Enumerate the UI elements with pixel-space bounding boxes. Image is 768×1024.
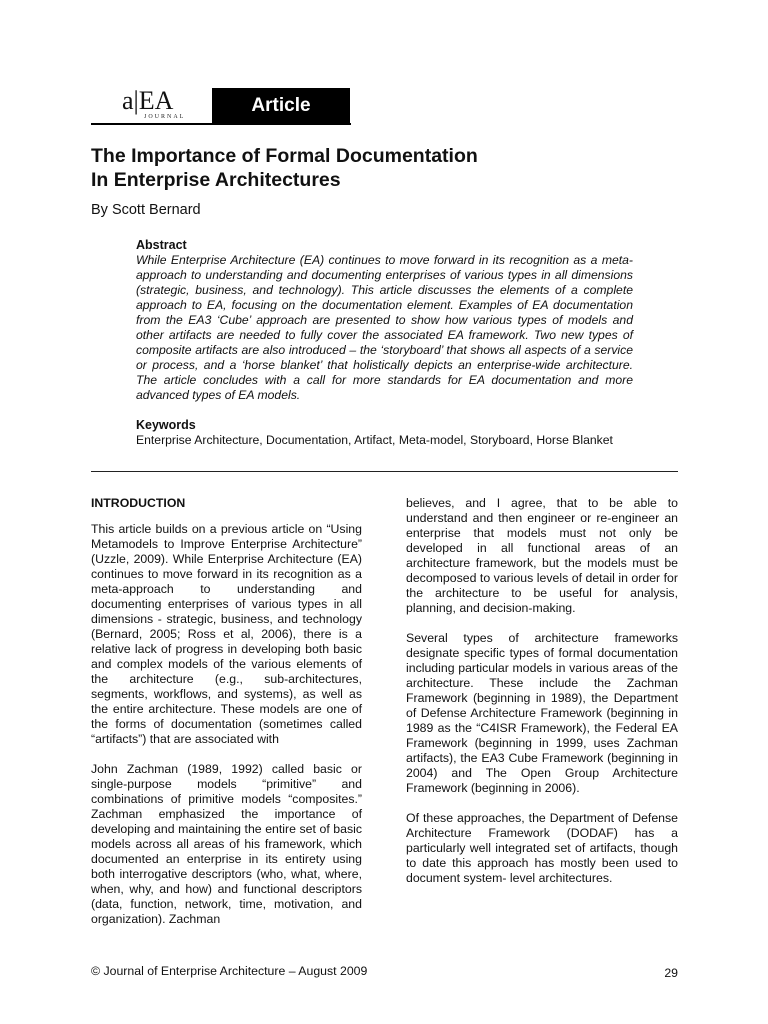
abstract-label: Abstract — [136, 238, 187, 252]
paragraph: John Zachman (1989, 1992) called basic or single-purpose models “primitive” and combinations of primitive models “composites.” Zachman emphasized the importance of developing and maintaining the entire set of basic models across all areas of his framework, which documented an enterprise in its entirety using both interrogative descriptors (who, what, where, when, why, and how) and functional descriptors (data, function, network, time, motivation, and organization). Zachman — [91, 762, 362, 926]
keywords-block — [136, 418, 656, 448]
abstract-block — [136, 238, 633, 403]
paragraph: Several types of architecture frameworks designate specific types of formal documentation including particular models in various areas of the architecture. These include the Zachman Framework (beginning in 1989), the Department of Defense Architecture Framework (beginning in 1989 as the “C4ISR Framework), the Federal EA Framework (beginning in 1999, uses Zachman artifacts), the EA3 Cube Framework (beginning in 2004) and The Open Group Architecture Framework (beginning in 2006). — [406, 631, 678, 795]
abstract-text: While Enterprise Architecture (EA) continues to move forward in its recognition as a meta-approach to understanding and documenting enterprises of various types in all dimensions (strategic, business, and technology). This article discusses the elements of a complete approach to EA, focusing on the documentation element. Examples of EA documentation from the EA3 ‘Cube’ approach are presented to show how various types of models and other artifacts are needed to fully cover the associated EA framework. Two new types of composite artifacts are also introduced – the ‘storyboard’ that shows all aspects of a service or process, and a ‘horse blanket’ that holistically depicts an enterprise-wide architecture. The article concludes with a call for more standards for EA documentation and more advanced types of EA models. — [136, 253, 633, 402]
paragraph: believes, and I agree, that to be able to understand and then engineer or re-engineer an enterprise that models must not only be developed in all functional areas of an architecture framework, but the models must be decomposed to various levels of detail in order for the architecture to be useful for analysis, planning, and decision-making. — [406, 496, 678, 615]
paragraph: Of these approaches, the Department of Defense Architecture Framework (DODAF) has a particularly well integrated set of artifacts, though to date this approach has mostly been used to document system- level architectures. — [406, 811, 678, 885]
section-divider — [91, 471, 678, 472]
body-column-right — [406, 496, 678, 901]
title-line-1: The Importance of Formal Documentation — [91, 145, 478, 167]
title-line-2: In Enterprise Architectures — [91, 169, 341, 191]
article-tag: Article — [212, 88, 350, 123]
footer-copyright: © Journal of Enterprise Architecture – August 2009 — [91, 964, 368, 978]
keywords-text: Enterprise Architecture, Documentation, Artifact, Meta-model, Storyboard, Horse Blanket — [136, 433, 613, 447]
body-column-left — [91, 496, 362, 942]
page-title — [91, 144, 691, 192]
logo-mark: a|EA — [122, 86, 174, 115]
header-rule — [91, 123, 351, 125]
journal-logo — [122, 87, 202, 125]
section-heading-introduction: INTRODUCTION — [91, 496, 186, 510]
logo-subtitle: JOURNAL — [144, 114, 186, 120]
keywords-label: Keywords — [136, 418, 196, 432]
paragraph: This article builds on a previous article on “Using Metamodels to Improve Enterprise Architecture” (Uzzle, 2009). While Enterprise Architecture (EA) continues to move forward in its recognition as a meta-approach to understanding and documenting enterprises of various types in all dimensions - strategic, business, and technology (Bernard, 2005; Ross et al, 2006), there is a relative lack of progress in developing both basic and complex models of the various elements of the architecture (e.g., sub-architectures, segments, workflows, and systems), as well as the entire architecture. These models are one of the forms of documentation (sometimes called “artifacts”) that are associated with — [91, 522, 362, 746]
page-number: 29 — [664, 966, 678, 980]
byline: By Scott Bernard — [91, 202, 201, 218]
